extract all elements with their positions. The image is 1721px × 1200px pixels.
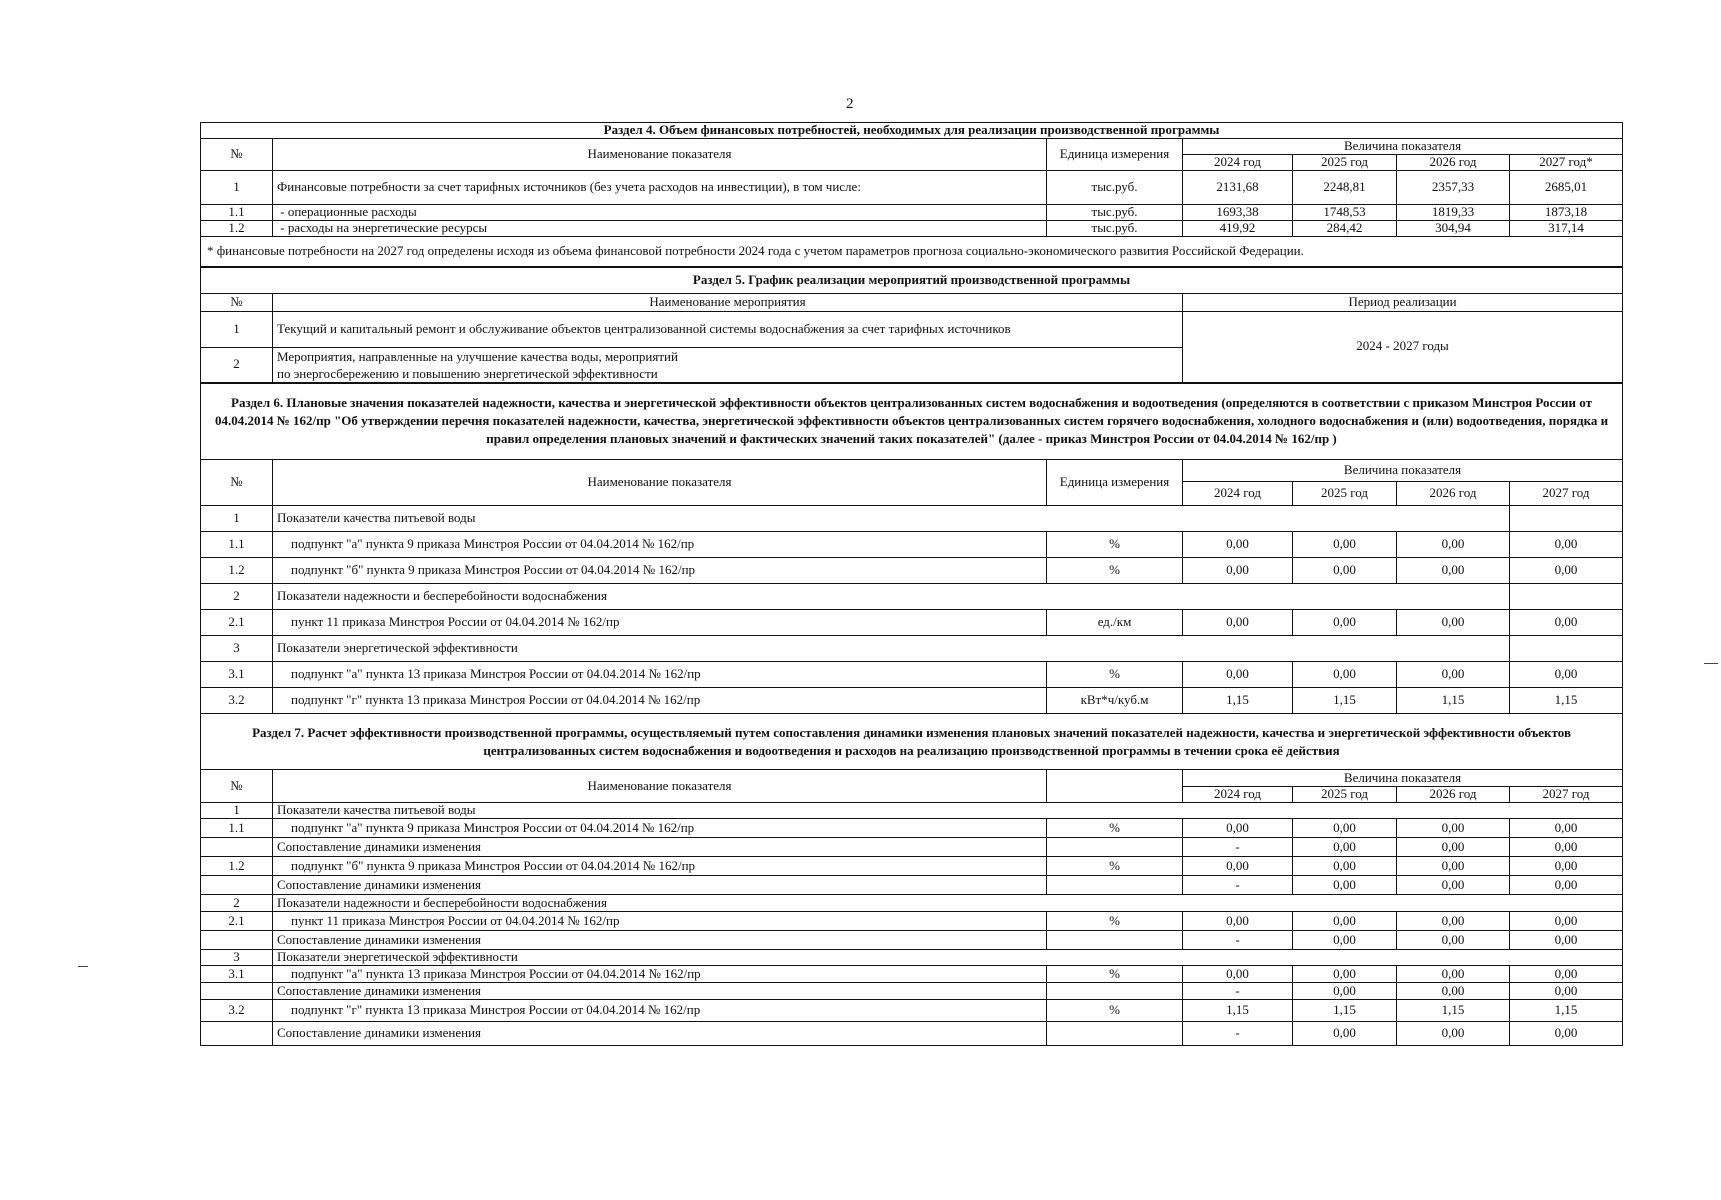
header-year: 2024 год (1183, 481, 1293, 505)
section-6-title: Раздел 6. Плановые значения показателей надежности, качества и энергетической эффективности объектов централизованных систем водоснабжения и водоотведения (определяются в соответствии с приказом Минстроя России от 04.04.2014 № 162/пр "Об утверждении перечня показателей надежности, качества, энергетической эффективности объектов централизованных систем горячего водоснабжения, холодного водоснабжения и (или) водоотведения, порядка и правил определения плановых значений и фактических значений таких показателей" (далее - приказ Минстроя России от 04.04.2014 № 162/пр ) (201, 383, 1623, 459)
row-number: 3 (201, 635, 273, 661)
row-name-line: Мероприятия, направленные на улучшение качества воды, мероприятий (277, 348, 678, 364)
row-number: 3.1 (201, 661, 273, 687)
row-value: 0,00 (1510, 931, 1623, 950)
row-value: 0,00 (1397, 1022, 1510, 1046)
table-row (201, 687, 1623, 713)
row-name: пункт 11 приказа Минстроя России от 04.04.2014 № 162/пр (273, 912, 1047, 931)
row-number: 1.2 (201, 557, 273, 583)
table-row (201, 857, 1623, 876)
row-value: 1,15 (1293, 687, 1397, 713)
row-value: 0,00 (1397, 609, 1510, 635)
group-row (201, 895, 1623, 912)
row-unit: кВт*ч/куб.м (1047, 687, 1183, 713)
table-row (201, 966, 1623, 983)
row-unit: % (1047, 661, 1183, 687)
header-year: 2026 год (1397, 481, 1510, 505)
row-value: 0,00 (1183, 661, 1293, 687)
row-number: 1.1 (201, 204, 273, 220)
group-row (201, 635, 1623, 661)
group-name: Показатели надежности и бесперебойности водоснабжения (273, 583, 1510, 609)
row-value: 1,15 (1397, 687, 1510, 713)
header-value: Величина показателя (1183, 139, 1623, 155)
group-name: Показатели надежности и бесперебойности водоснабжения (273, 895, 1623, 912)
header-number: № (201, 139, 273, 171)
group-name: Показатели энергетической эффективности (273, 635, 1510, 661)
row-value: - (1183, 876, 1293, 895)
scan-mark (78, 966, 88, 967)
row-value: 0,00 (1293, 931, 1397, 950)
row-value: 0,00 (1183, 557, 1293, 583)
header-period: Период реализации (1183, 293, 1623, 311)
table-row (201, 819, 1623, 838)
header-name: Наименование показателя (273, 139, 1047, 171)
header-year: 2024 год (1183, 787, 1293, 803)
row-value: 0,00 (1397, 966, 1510, 983)
row-value: 0,00 (1293, 1022, 1397, 1046)
row-value: 1,15 (1510, 687, 1623, 713)
header-value: Величина показателя (1183, 459, 1623, 481)
row-number: 2.1 (201, 609, 273, 635)
row-number: 1 (201, 803, 273, 819)
row-value: 0,00 (1510, 661, 1623, 687)
row-value: 284,42 (1293, 220, 1397, 236)
row-value: 0,00 (1510, 609, 1623, 635)
header-year: 2027 год (1510, 481, 1623, 505)
table-row (201, 912, 1623, 931)
row-value: 0,00 (1510, 531, 1623, 557)
row-value: 0,00 (1397, 912, 1510, 931)
row-name: пункт 11 приказа Минстроя России от 04.04.2014 № 162/пр (273, 609, 1047, 635)
header-name: Наименование показателя (273, 770, 1047, 803)
row-value: 0,00 (1397, 876, 1510, 895)
row-unit: % (1047, 966, 1183, 983)
row-value: 0,00 (1293, 983, 1397, 1000)
table-row (201, 204, 1623, 220)
row-name: Финансовые потребности за счет тарифных источников (без учета расходов на инвестиции), в том числе: (273, 170, 1047, 204)
group-row (201, 583, 1623, 609)
scan-mark (1704, 663, 1718, 664)
row-value: - (1183, 838, 1293, 857)
row-value: 2357,33 (1397, 170, 1510, 204)
row-value: 0,00 (1510, 857, 1623, 876)
table-row (201, 661, 1623, 687)
row-value: 0,00 (1510, 983, 1623, 1000)
row-value: 0,00 (1183, 531, 1293, 557)
row-name: подпункт "а" пункта 13 приказа Минстроя России от 04.04.2014 № 162/пр (273, 661, 1047, 687)
row-value: 0,00 (1293, 966, 1397, 983)
row-name: подпункт "г" пункта 13 приказа Минстроя России от 04.04.2014 № 162/пр (273, 687, 1047, 713)
row-number: 2 (201, 895, 273, 912)
row-value: 1873,18 (1510, 204, 1623, 220)
row-value: 0,00 (1293, 876, 1397, 895)
row-unit: тыс.руб. (1047, 220, 1183, 236)
row-value: 2131,68 (1183, 170, 1293, 204)
row-value: 0,00 (1293, 661, 1397, 687)
table-row (201, 220, 1623, 236)
row-value: 1693,38 (1183, 204, 1293, 220)
row-number: 2 (201, 583, 273, 609)
row-unit: тыс.руб. (1047, 204, 1183, 220)
row-number: 1.1 (201, 531, 273, 557)
header-year: 2026 год (1397, 154, 1510, 170)
table-row (201, 1000, 1623, 1022)
row-value: 0,00 (1397, 931, 1510, 950)
row-number: 1.2 (201, 220, 273, 236)
row-value: 0,00 (1510, 838, 1623, 857)
row-unit: % (1047, 557, 1183, 583)
section-4-table (200, 122, 1623, 267)
comparison-row (201, 931, 1623, 950)
header-value: Величина показателя (1183, 770, 1623, 787)
header-year: 2025 год (1293, 481, 1397, 505)
row-name: подпункт "а" пункта 9 приказа Минстроя России от 04.04.2014 № 162/пр (273, 819, 1047, 838)
row-name: Сопоставление динамики изменения (273, 838, 1047, 857)
row-unit: тыс.руб. (1047, 170, 1183, 204)
comparison-row (201, 1022, 1623, 1046)
header-year: 2024 год (1183, 154, 1293, 170)
row-name: Сопоставление динамики изменения (273, 931, 1047, 950)
row-value: 0,00 (1397, 819, 1510, 838)
header-name: Наименование показателя (273, 459, 1047, 505)
header-year: 2026 год (1397, 787, 1510, 803)
section-4-note: * финансовые потребности на 2027 год определены исходя из объема финансовой потребности 2024 года с учетом параметров прогноза социально-экономического развития Российской Федерации. (201, 236, 1623, 266)
row-value: 0,00 (1293, 838, 1397, 857)
header-number: № (201, 293, 273, 311)
row-value: 0,00 (1293, 531, 1397, 557)
row-value: - (1183, 931, 1293, 950)
row-name: - операционные расходы (273, 204, 1047, 220)
row-value: 0,00 (1293, 857, 1397, 876)
row-unit: % (1047, 531, 1183, 557)
header-year: 2027 год (1510, 787, 1623, 803)
row-number: 3.1 (201, 966, 273, 983)
row-value: 1,15 (1183, 1000, 1293, 1022)
row-name-line: по энергосбережению и повышению энергетической эффективности (277, 365, 658, 381)
header-number: № (201, 770, 273, 803)
row-value: 0,00 (1397, 857, 1510, 876)
row-name: подпункт "а" пункта 9 приказа Минстроя России от 04.04.2014 № 162/пр (273, 531, 1047, 557)
section-6-table (200, 383, 1623, 770)
section-7-title: Раздел 7. Расчет эффективности производственной программы, осуществляемый путем сопоставления динамики изменения плановых значений показателей надежности, качества и энергетической эффективности объектов централизованных систем водоснабжения и водоотведения и расходов на реализацию производственной программы в течении срока её действия (201, 713, 1623, 769)
row-unit: ед./км (1047, 609, 1183, 635)
row-number: 1.2 (201, 857, 273, 876)
row-value: - (1183, 1022, 1293, 1046)
row-number: 2 (201, 347, 273, 382)
row-number: 1 (201, 311, 273, 347)
group-row (201, 803, 1623, 819)
group-row (201, 950, 1623, 966)
row-name: подпункт "г" пункта 13 приказа Минстроя России от 04.04.2014 № 162/пр (273, 1000, 1047, 1022)
row-unit: % (1047, 1000, 1183, 1022)
row-name: Сопоставление динамики изменения (273, 983, 1047, 1000)
row-value: 1,15 (1183, 687, 1293, 713)
comparison-row (201, 876, 1623, 895)
row-unit: % (1047, 912, 1183, 931)
row-unit: % (1047, 857, 1183, 876)
table-row (201, 557, 1623, 583)
row-number: 3 (201, 950, 273, 966)
header-year: 2027 год* (1510, 154, 1623, 170)
table-row (201, 311, 1623, 347)
row-value: 0,00 (1183, 819, 1293, 838)
row-name: подпункт "а" пункта 13 приказа Минстроя России от 04.04.2014 № 162/пр (273, 966, 1047, 983)
row-name: подпункт "б" пункта 9 приказа Минстроя России от 04.04.2014 № 162/пр (273, 857, 1047, 876)
row-value: 0,00 (1183, 609, 1293, 635)
header-unit: Единица измерения (1047, 459, 1183, 505)
row-value: 0,00 (1183, 912, 1293, 931)
group-name: Показатели энергетической эффективности (273, 950, 1623, 966)
table-row (201, 609, 1623, 635)
row-value: 0,00 (1510, 819, 1623, 838)
row-value: 0,00 (1510, 557, 1623, 583)
group-row (201, 505, 1623, 531)
document-body (200, 122, 1622, 1046)
section-5-table (200, 267, 1623, 383)
comparison-row (201, 983, 1623, 1000)
section-4-title: Раздел 4. Объем финансовых потребностей, необходимых для реализации производственной программы (201, 123, 1623, 139)
row-name: Текущий и капитальный ремонт и обслуживание объектов централизованной системы водоснабжения за счет тарифных источников (273, 311, 1183, 347)
row-value: 1,15 (1510, 1000, 1623, 1022)
header-unit: Единица измерения (1047, 139, 1183, 171)
row-value: 0,00 (1397, 661, 1510, 687)
row-number: 1.1 (201, 819, 273, 838)
row-value: 317,14 (1510, 220, 1623, 236)
row-value: 0,00 (1397, 531, 1510, 557)
row-value: 0,00 (1397, 838, 1510, 857)
section-7-table (200, 769, 1623, 1046)
section-5-title: Раздел 5. График реализации мероприятий производственной программы (201, 267, 1623, 293)
row-value: 0,00 (1293, 819, 1397, 838)
row-value: 304,94 (1397, 220, 1510, 236)
table-row (201, 170, 1623, 204)
header-number: № (201, 459, 273, 505)
row-value: 2685,01 (1510, 170, 1623, 204)
row-value: 1748,53 (1293, 204, 1397, 220)
row-name: подпункт "б" пункта 9 приказа Минстроя России от 04.04.2014 № 162/пр (273, 557, 1047, 583)
row-number: 3.2 (201, 1000, 273, 1022)
row-value: 0,00 (1293, 609, 1397, 635)
row-value: 1,15 (1293, 1000, 1397, 1022)
row-value: 0,00 (1510, 966, 1623, 983)
row-value: 0,00 (1183, 857, 1293, 876)
row-name: Сопоставление динамики изменения (273, 1022, 1047, 1046)
row-number: 1 (201, 170, 273, 204)
row-value: 0,00 (1183, 966, 1293, 983)
row-value: 419,92 (1183, 220, 1293, 236)
group-name: Показатели качества питьевой воды (273, 803, 1623, 819)
row-value: 1,15 (1397, 1000, 1510, 1022)
row-number: 1 (201, 505, 273, 531)
header-year: 2025 год (1293, 154, 1397, 170)
comparison-row (201, 838, 1623, 857)
row-value: 1819,33 (1397, 204, 1510, 220)
row-value: - (1183, 983, 1293, 1000)
row-value: 0,00 (1510, 876, 1623, 895)
implementation-period: 2024 - 2027 годы (1183, 311, 1623, 382)
row-value: 0,00 (1397, 557, 1510, 583)
group-name: Показатели качества питьевой воды (273, 505, 1510, 531)
row-name: - расходы на энергетические ресурсы (273, 220, 1047, 236)
row-number: 2.1 (201, 912, 273, 931)
row-value: 0,00 (1293, 557, 1397, 583)
row-number: 3.2 (201, 687, 273, 713)
row-value: 0,00 (1397, 983, 1510, 1000)
row-value: 0,00 (1510, 912, 1623, 931)
row-value: 0,00 (1510, 1022, 1623, 1046)
header-year: 2025 год (1293, 787, 1397, 803)
row-value: 2248,81 (1293, 170, 1397, 204)
row-value: 0,00 (1293, 912, 1397, 931)
row-name: Сопоставление динамики изменения (273, 876, 1047, 895)
page-number: 2 (846, 96, 854, 112)
table-row (201, 531, 1623, 557)
row-unit: % (1047, 819, 1183, 838)
header-activity-name: Наименование мероприятия (273, 293, 1183, 311)
